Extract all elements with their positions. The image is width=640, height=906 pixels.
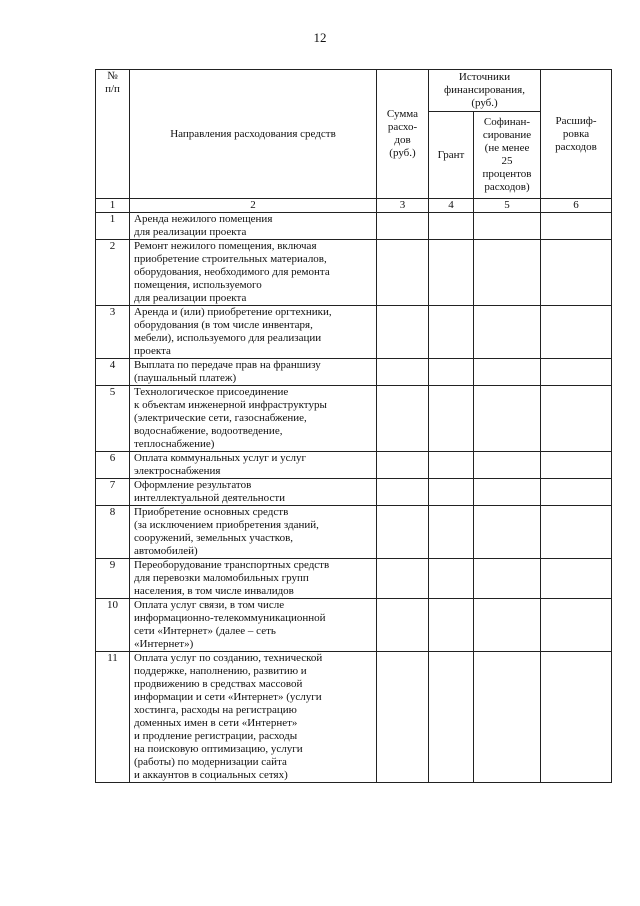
row-decode-cell	[541, 359, 612, 386]
column-number: 1	[96, 199, 130, 213]
row-number: 6	[96, 452, 130, 479]
table-row	[96, 559, 612, 599]
row-direction: Аренда и (или) приобретение оргтехники, оборудования (в том числе инвентаря, мебели), используемого для реализации проекта	[130, 306, 377, 359]
row-sum-cell	[377, 359, 429, 386]
table-row	[96, 479, 612, 506]
row-grant-cell	[429, 306, 474, 359]
row-cofinancing-cell	[474, 506, 541, 559]
row-decode-cell	[541, 240, 612, 306]
column-number: 4	[429, 199, 474, 213]
row-cofinancing-cell	[474, 306, 541, 359]
row-grant-cell	[429, 213, 474, 240]
row-decode-cell	[541, 479, 612, 506]
table-row	[96, 359, 612, 386]
row-decode-cell	[541, 652, 612, 783]
row-cofinancing-cell	[474, 599, 541, 652]
row-cofinancing-cell	[474, 452, 541, 479]
row-grant-cell	[429, 652, 474, 783]
row-grant-cell	[429, 386, 474, 452]
row-sum-cell	[377, 306, 429, 359]
row-number: 4	[96, 359, 130, 386]
row-sum-cell	[377, 213, 429, 240]
row-number: 8	[96, 506, 130, 559]
row-number: 2	[96, 240, 130, 306]
row-cofinancing-cell	[474, 359, 541, 386]
table-row	[96, 452, 612, 479]
row-decode-cell	[541, 306, 612, 359]
row-cofinancing-cell	[474, 652, 541, 783]
table-row	[96, 599, 612, 652]
row-direction: Переоборудование транспортных средств для перевозки маломобильных групп населения, в том числе инвалидов	[130, 559, 377, 599]
row-number: 9	[96, 559, 130, 599]
row-direction: Приобретение основных средств (за исключением приобретения зданий, сооружений, земельных участков, автомобилей)	[130, 506, 377, 559]
row-decode-cell	[541, 506, 612, 559]
row-direction: Оплата услуг связи, в том числе информационно-телекоммуникационной сети «Интернет» (далее – сеть «Интернет»)	[130, 599, 377, 652]
row-decode-cell	[541, 599, 612, 652]
row-sum-cell	[377, 506, 429, 559]
row-direction: Аренда нежилого помещения для реализации проекта	[130, 213, 377, 240]
column-number: 6	[541, 199, 612, 213]
row-number: 11	[96, 652, 130, 783]
column-number: 5	[474, 199, 541, 213]
row-number: 5	[96, 386, 130, 452]
row-number: 7	[96, 479, 130, 506]
row-grant-cell	[429, 452, 474, 479]
row-number: 1	[96, 213, 130, 240]
row-sum-cell	[377, 479, 429, 506]
row-number: 10	[96, 599, 130, 652]
row-direction: Оформление результатов интеллектуальной деятельности	[130, 479, 377, 506]
row-direction: Оплата услуг по созданию, технической поддержке, наполнению, развитию и продвижению в средствах массовой информации и сети «Интернет» (услуги хостинга, расходы на регистрацию доменных имен в сети «Интернет» и продление регистрации, расходы на поисковую оптимизацию, услуги (работы) по модернизации сайта и аккаунтов в социальных сетях)	[130, 652, 377, 783]
row-decode-cell	[541, 452, 612, 479]
header-decode: Расшиф- ровка расходов	[541, 70, 612, 199]
row-cofinancing-cell	[474, 559, 541, 599]
row-direction: Выплата по передаче прав на франшизу (паушальный платеж)	[130, 359, 377, 386]
row-sum-cell	[377, 599, 429, 652]
row-sum-cell	[377, 559, 429, 599]
header-num: № п/п	[96, 70, 130, 199]
row-cofinancing-cell	[474, 479, 541, 506]
row-grant-cell	[429, 240, 474, 306]
table-row	[96, 386, 612, 452]
row-decode-cell	[541, 386, 612, 452]
table-row	[96, 652, 612, 783]
header-grant: Грант	[429, 112, 474, 199]
table-row	[96, 506, 612, 559]
row-grant-cell	[429, 359, 474, 386]
page-number: 12	[313, 30, 327, 45]
table-row	[96, 240, 612, 306]
table-row	[96, 306, 612, 359]
row-sum-cell	[377, 652, 429, 783]
row-sum-cell	[377, 386, 429, 452]
row-grant-cell	[429, 479, 474, 506]
row-number: 3	[96, 306, 130, 359]
column-number: 2	[130, 199, 377, 213]
table-header	[96, 70, 612, 199]
table-row	[96, 213, 612, 240]
row-cofinancing-cell	[474, 213, 541, 240]
column-numbers-row	[96, 199, 612, 213]
row-direction: Оплата коммунальных услуг и услуг электроснабжения	[130, 452, 377, 479]
header-sources: Источники финансирования, (руб.)	[429, 70, 541, 112]
row-sum-cell	[377, 240, 429, 306]
row-grant-cell	[429, 599, 474, 652]
row-cofinancing-cell	[474, 240, 541, 306]
header-sum: Сумма расхо- дов (руб.)	[377, 70, 429, 199]
row-direction: Ремонт нежилого помещения, включая приобретение строительных материалов, оборудования, необходимого для ремонта помещения, используемого для реализации проекта	[130, 240, 377, 306]
row-decode-cell	[541, 559, 612, 599]
row-grant-cell	[429, 506, 474, 559]
row-direction: Технологическое присоединение к объектам инженерной инфраструктуры (электрические сети, газоснабжение, водоснабжение, водоотведение, теплоснабжение)	[130, 386, 377, 452]
header-cofinancing: Софинан- сирование (не менее 25 процентов расходов)	[474, 112, 541, 199]
header-direction: Направления расходования средств	[130, 70, 377, 199]
table-body	[96, 199, 612, 783]
column-number: 3	[377, 199, 429, 213]
row-cofinancing-cell	[474, 386, 541, 452]
expenses-table	[95, 69, 612, 783]
row-grant-cell	[429, 559, 474, 599]
row-decode-cell	[541, 213, 612, 240]
row-sum-cell	[377, 452, 429, 479]
